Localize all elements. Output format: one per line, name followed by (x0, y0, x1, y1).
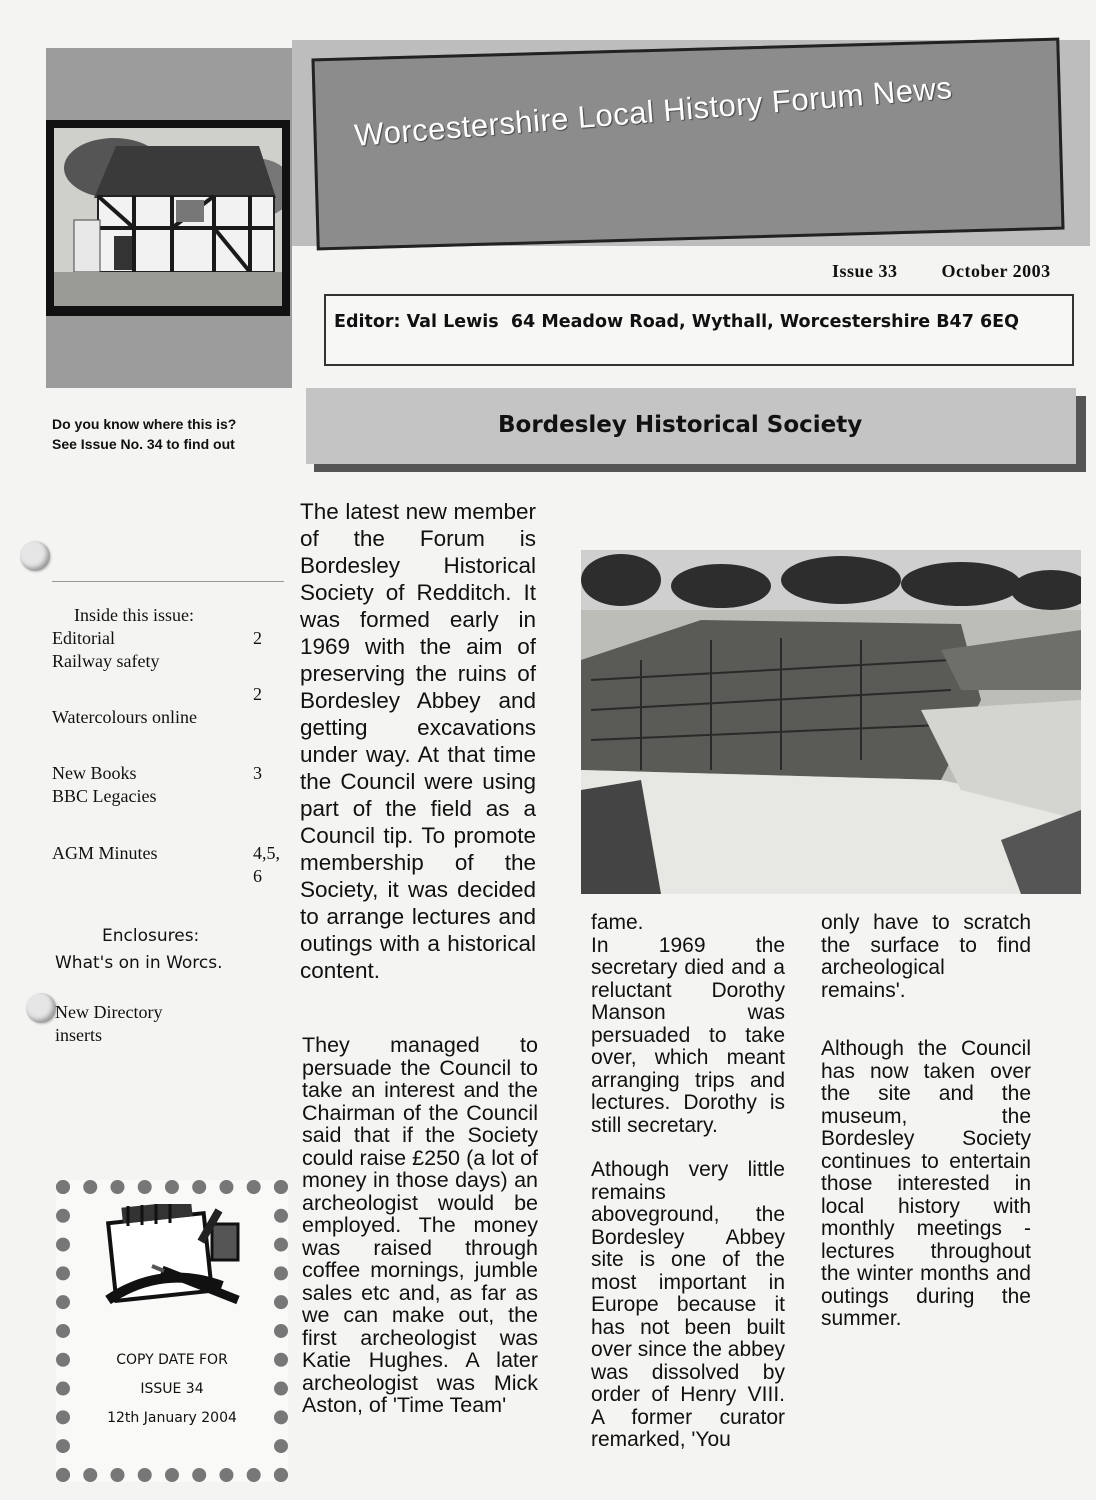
caption-line-2: See Issue No. 34 to find out (52, 436, 235, 452)
issue-number: Issue 33 (832, 261, 898, 281)
calendar-pen-icon (102, 1204, 248, 1314)
article-paragraph: Although the Council has now taken over the site and the museum, the Bordesley Society continues to entertain those interested in local history with monthly meetings - lectures throughout the winter months and outings during the summer. (821, 1037, 1031, 1330)
contents-item-label: Railway safety (52, 651, 160, 671)
contents-item-label: Editorial (52, 628, 115, 648)
article-column-3a (821, 912, 1031, 1002)
contents-item-page: 4,5, (253, 843, 280, 863)
punch-hole (26, 993, 56, 1023)
enclosure-item: inserts (55, 1025, 102, 1045)
contents-item-label: BBC Legacies (52, 786, 157, 806)
issue-line (832, 261, 1051, 282)
copy-date-line: 12th January 2004 (107, 1410, 237, 1426)
article-column-2 (591, 912, 785, 1452)
contents-item-page: 2 (253, 628, 262, 648)
article-paragraph: only have to scratch the surface to find archeological remains'. (821, 911, 1031, 1002)
editor-line (334, 312, 1019, 332)
article-paragraph: They managed to persuade the Council to take an interest and the Chairman of the Council said that if the Society could raise £250 (a lot of money in those days) an archeologist would be employed. The money was raised through coffee mornings, jumble sales etc and, as far as we can make out, the first archeologist was Katie Hughes. A later archeologist was Mick Aston, of 'Time Team' (302, 1033, 538, 1417)
punch-hole (20, 541, 50, 571)
newsletter-title: Worcestershire Local History Forum News (353, 70, 954, 154)
copy-date-line: COPY DATE FOR (116, 1352, 228, 1368)
caption-line-1: Do you know where this is? (52, 416, 237, 432)
enclosure-item: New Directory (55, 1002, 163, 1022)
tudor-cottage-icon (54, 128, 282, 306)
editor-name: Val Lewis (406, 312, 499, 332)
article-paragraph: In 1969 the secretary died and a reluctant Dorothy Manson was persuaded to take over, which meant arranging trips and lectures. Dorothy is still secretary. (591, 933, 785, 1137)
article-column-1b (302, 1034, 538, 1417)
issue-date: October 2003 (941, 261, 1051, 281)
contents-item-label: AGM Minutes (52, 843, 158, 863)
contents-item-label: Watercolours online (52, 707, 198, 727)
article-paragraph: Athough very little remains aboveground, the Bordesley Abbey site is one of the most important in Europe because it has not been built over since the abbey was dissolved by order of Henry VIII. A former curator remarked, 'You (591, 1158, 785, 1451)
contents-item-page: 2 (253, 684, 262, 704)
article-paragraph: fame. (591, 911, 644, 934)
contents-item-label: New Books (52, 763, 137, 783)
abbey-ruins-icon (581, 550, 1081, 894)
article-column-1a (300, 498, 536, 984)
article-title: Bordesley Historical Society (498, 412, 863, 438)
contents-heading: Inside this issue: (74, 605, 194, 625)
article-paragraph: The latest new member of the Forum is Bordesley Historical Society of Redditch. It was formed early in 1969 with the aim of preserving the ruins of Bordesley Abbey and getting excavations under way. At that time the Council were using part of the field as a Council tip. To promote membership of the Society, it was decided to arrange lectures and outings with a historical content. (300, 499, 536, 983)
editor-address: 64 Meadow Road, Wythall, Worcestershire B47 6EQ (510, 312, 1019, 332)
abbey-ruins-photo (581, 550, 1081, 894)
enclosures-heading: Enclosures: (102, 926, 200, 946)
copy-date-line: ISSUE 34 (140, 1381, 204, 1397)
cottage-photo (54, 128, 282, 306)
enclosure-item: What's on in Worcs. (55, 953, 223, 973)
contents-item-page: 3 (253, 763, 262, 783)
contents-divider (52, 581, 284, 582)
editor-label: Editor: (334, 312, 401, 332)
article-column-3b (821, 1038, 1031, 1331)
contents-item-page: 6 (253, 866, 262, 886)
photo-caption (52, 414, 236, 454)
